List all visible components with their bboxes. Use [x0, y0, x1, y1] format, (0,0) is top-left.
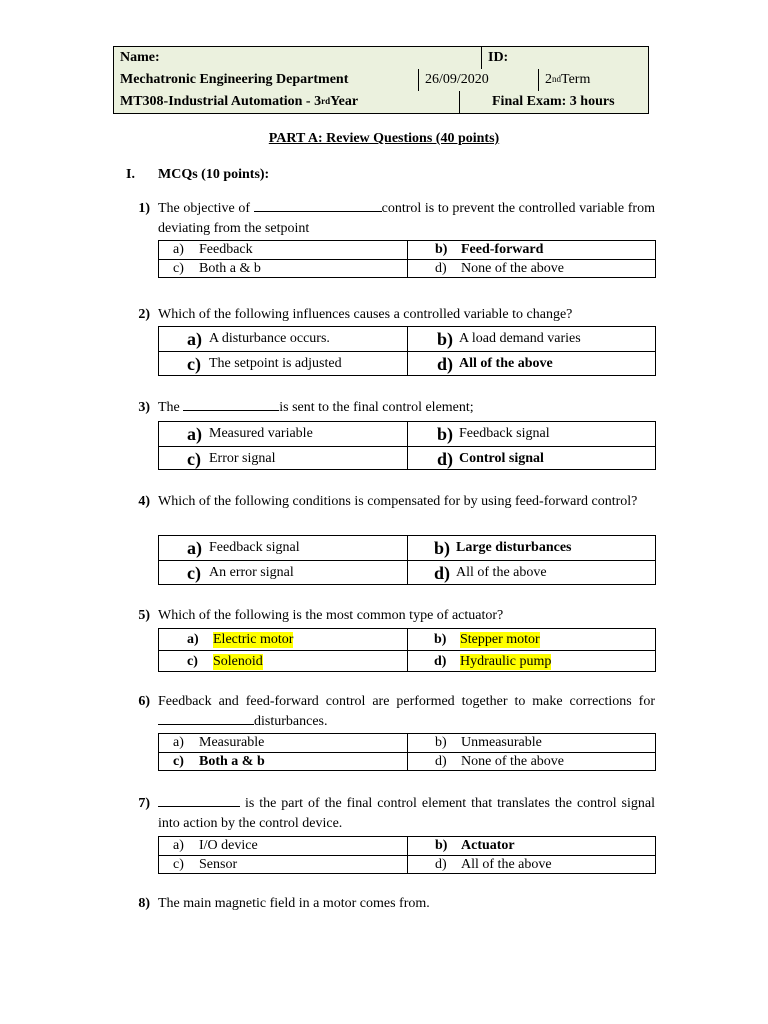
question-text: [158, 199, 655, 239]
header-row-course: [113, 91, 649, 114]
option-c[interactable]: [173, 753, 265, 771]
option-a[interactable]: [187, 422, 313, 446]
option-label: Electric motor: [213, 631, 294, 647]
question-text: The main magnetic field in a motor comes from.: [158, 896, 430, 911]
question-text-start: Feedback and feed-forward control are performed together to make corrections for: [158, 694, 655, 709]
question-number: 4): [138, 494, 150, 509]
option-c[interactable]: [187, 447, 275, 471]
course-suffix: Year: [330, 94, 359, 109]
question-number: 3): [138, 400, 150, 415]
option-label: Both a & b: [199, 261, 261, 276]
exam-duration: Final Exam: 3 hours: [492, 94, 615, 109]
option-letter: d): [437, 448, 454, 469]
id-label: ID:: [488, 50, 509, 65]
option-b[interactable]: [435, 734, 542, 752]
option-letter: a): [187, 537, 202, 558]
option-a[interactable]: [173, 734, 264, 752]
question-text-start: The: [158, 400, 184, 415]
answer-blank: [183, 398, 279, 411]
course-title: MT308-Industrial Automation - 3 $^{rd}$ Year: [120, 94, 359, 109]
option-label: Unmeasurable: [461, 735, 542, 750]
option-label: None of the above: [461, 754, 565, 769]
course-prefix: MT308-Industrial Automation - 3: [120, 94, 322, 109]
question-text-end: control is to prevent the controlled variable from deviating from the setpoint: [158, 201, 655, 236]
term-number: 2: [545, 72, 552, 87]
option-label: Hydraulic pump: [460, 653, 552, 669]
option-letter: c): [187, 448, 201, 469]
option-d[interactable]: [435, 753, 564, 771]
option-letter: c): [173, 261, 184, 276]
options-table: [158, 733, 656, 771]
option-d[interactable]: [435, 260, 564, 278]
option-label: Feedback signal: [209, 540, 300, 555]
option-letter: d): [435, 261, 447, 276]
option-a[interactable]: [187, 536, 300, 560]
option-label: A disturbance occurs.: [209, 331, 330, 346]
question-number: 7): [138, 796, 150, 811]
option-letter: a): [187, 631, 199, 647]
option-label: Feedback: [199, 242, 253, 257]
question-text: Which of the following influences causes a controlled variable to change?: [158, 307, 573, 322]
option-label: Both a & b: [199, 754, 265, 769]
option-label: A load demand varies: [459, 331, 581, 346]
option-d[interactable]: [434, 561, 547, 585]
option-label: Solenoid: [213, 653, 263, 669]
option-letter: d): [434, 562, 451, 583]
question-text: [158, 398, 655, 418]
option-a[interactable]: [173, 837, 258, 855]
option-b[interactable]: [434, 536, 572, 560]
option-label: Sensor: [199, 857, 238, 872]
option-c[interactable]: [187, 561, 294, 585]
option-label: Measurable: [199, 735, 265, 750]
option-label: All of the above: [456, 565, 547, 580]
name-label: Name:: [120, 50, 160, 65]
option-b[interactable]: [434, 629, 540, 650]
option-letter: b): [435, 838, 448, 853]
question-number: 8): [138, 896, 150, 911]
option-label: None of the above: [461, 261, 565, 276]
option-b[interactable]: [435, 837, 515, 855]
option-letter: c): [187, 562, 201, 583]
options-table: [158, 240, 656, 278]
options-table: [158, 628, 656, 672]
option-c[interactable]: [173, 856, 237, 874]
question-text-start: The objective of: [158, 201, 254, 216]
option-letter: d): [437, 353, 454, 374]
option-a[interactable]: [187, 327, 330, 351]
question-text: [158, 692, 655, 732]
option-letter: a): [173, 838, 184, 853]
option-label: Feedback signal: [459, 426, 550, 441]
option-label: Feed-forward: [461, 242, 544, 257]
option-letter: c): [187, 653, 198, 669]
header-row-name: [113, 46, 649, 70]
option-letter: c): [187, 353, 201, 374]
question-text: [158, 794, 655, 834]
option-letter: a): [173, 735, 184, 750]
option-label: All of the above: [461, 857, 552, 872]
option-letter: b): [437, 423, 454, 444]
option-c[interactable]: [173, 260, 261, 278]
answer-blank: [158, 794, 240, 807]
option-letter: b): [434, 631, 447, 647]
option-b[interactable]: [437, 422, 550, 446]
option-label: Control signal: [459, 451, 544, 466]
question-text-end: is the part of the final control element that translates the control signal into action by the control device.: [158, 796, 655, 831]
option-b[interactable]: [435, 241, 543, 259]
option-letter: a): [187, 328, 202, 349]
question-number: 6): [138, 694, 150, 709]
option-letter: b): [435, 735, 447, 750]
section-title: MCQs (10 points):: [158, 167, 270, 182]
options-table: [158, 836, 656, 874]
option-letter: d): [434, 653, 447, 669]
option-label: All of the above: [459, 356, 553, 371]
option-d[interactable]: [435, 856, 552, 874]
answer-blank: [254, 199, 382, 212]
option-letter: d): [435, 857, 447, 872]
option-a[interactable]: [187, 629, 293, 650]
term-word: Term: [561, 72, 591, 87]
exam-date: 26/09/2020: [425, 72, 489, 87]
term: 2 $^{nd}$ Term: [545, 72, 591, 87]
answer-blank: [158, 712, 254, 725]
option-label: Error signal: [209, 451, 276, 466]
option-letter: b): [437, 328, 454, 349]
option-d[interactable]: [437, 352, 553, 376]
question-number: 5): [138, 608, 150, 623]
option-b[interactable]: [437, 327, 581, 351]
option-letter: b): [435, 242, 448, 257]
header-row-department: [113, 69, 649, 92]
option-letter: a): [173, 242, 184, 257]
department-name: Mechatronic Engineering Department: [120, 72, 349, 87]
option-c[interactable]: [187, 651, 263, 672]
question-number: 1): [138, 201, 150, 216]
option-letter: c): [173, 754, 184, 769]
option-c[interactable]: [187, 352, 342, 376]
option-letter: c): [173, 857, 184, 872]
question-text: Which of the following conditions is compensated for by using feed-forward control?: [158, 494, 638, 509]
question-number: 2): [138, 307, 150, 322]
option-letter: b): [434, 537, 451, 558]
section-number: I.: [126, 167, 135, 182]
option-label: Large disturbances: [456, 540, 572, 555]
question-text: Which of the following is the most common type of actuator?: [158, 608, 504, 623]
option-letter: a): [187, 423, 202, 444]
options-table: [158, 535, 656, 585]
options-table: [158, 326, 656, 376]
question-text-end: is sent to the final control element;: [279, 400, 474, 415]
option-d[interactable]: [437, 447, 544, 471]
question-text-end: disturbances.: [254, 714, 328, 729]
option-label: I/O device: [199, 838, 258, 853]
option-label: Stepper motor: [460, 631, 540, 647]
option-label: Measured variable: [209, 426, 313, 441]
part-title: PART A: Review Questions (40 points): [268, 131, 500, 146]
option-a[interactable]: [173, 241, 253, 259]
option-label: The setpoint is adjusted: [209, 356, 342, 371]
options-table: [158, 421, 656, 470]
option-letter: d): [435, 754, 447, 769]
option-label: Actuator: [461, 838, 515, 853]
option-label: An error signal: [209, 565, 294, 580]
option-d[interactable]: [434, 651, 551, 672]
